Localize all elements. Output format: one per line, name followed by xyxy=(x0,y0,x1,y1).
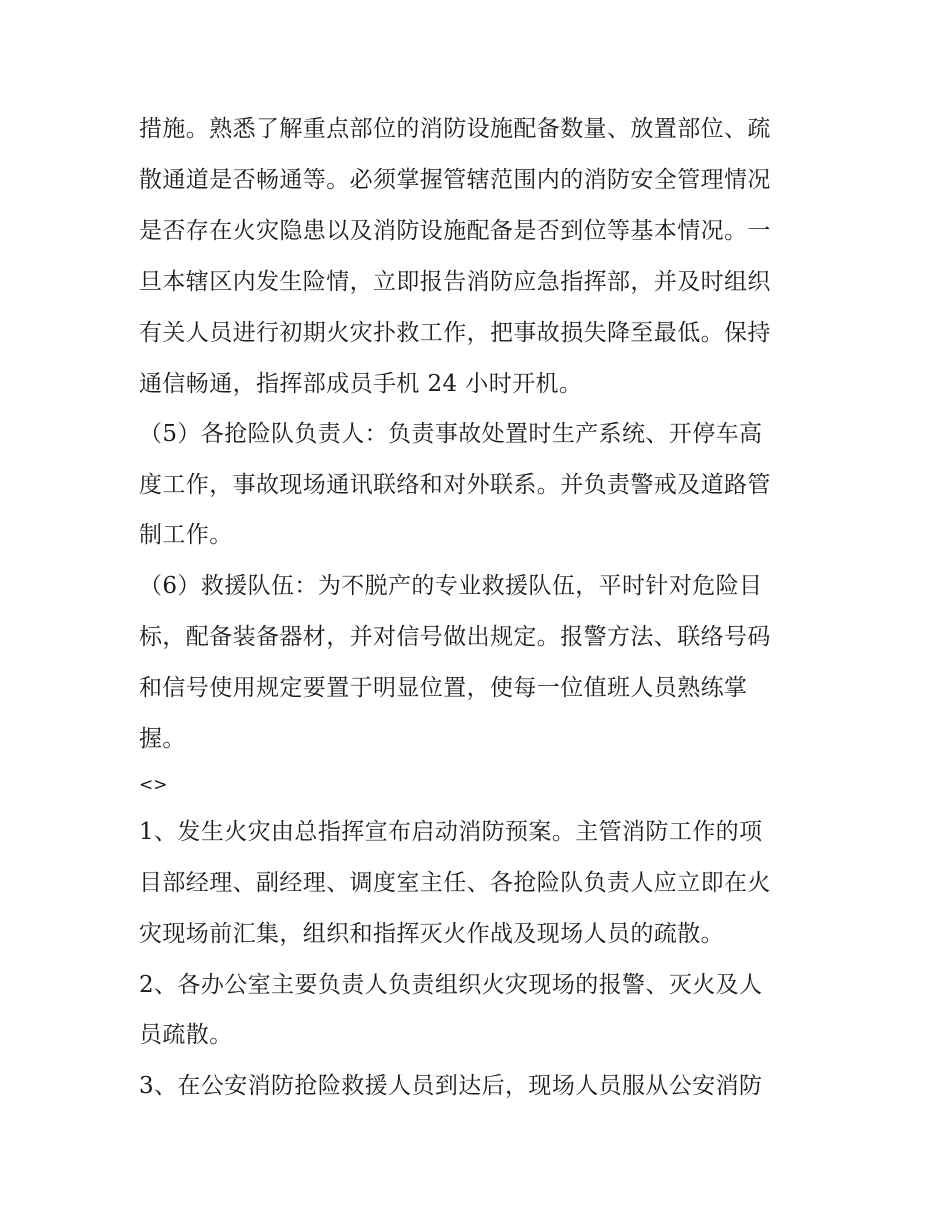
text-line: 标，配备装备器材，并对信号做出规定。报警方法、联络号码 xyxy=(139,624,771,650)
text-line: （6）救援队伍：为不脱产的专业救援队伍，平时针对危险目 xyxy=(139,573,763,599)
text-line: 和信号使用规定要置于明显位置，使每一位值班人员熟练掌 xyxy=(139,675,748,701)
text-line: 散通道是否畅通等。必须掌握管辖范围内的消防安全管理情况 xyxy=(139,167,771,193)
text-line: 旦本辖区内发生险情，立即报告消防应急指挥部，并及时组织 xyxy=(139,269,771,295)
text-line: 握。 xyxy=(139,726,186,752)
text-line: 度工作，事故现场通讯联络和对外联系。并负责警戒及道路管 xyxy=(139,472,771,498)
section-marker: <> xyxy=(139,775,168,795)
text-line: 1、发生火灾由总指挥宣布启动消防预案。主管消防工作的项 xyxy=(139,819,763,845)
text-line: 2、各办公室主要负责人负责组织火灾现场的报警、灭火及人 xyxy=(139,972,763,998)
text-line: 有关人员进行初期火灾扑救工作，把事故损失降至最低。保持 xyxy=(139,320,771,346)
text-line: 员疏散。 xyxy=(139,1022,233,1048)
text-line: 目部经理、副经理、调度室主任、各抢险队负责人应立即在火 xyxy=(139,870,771,896)
text-line: 3、在公安消防抢险救援人员到达后，现场人员服从公安消防 xyxy=(139,1073,763,1099)
text-line: （5）各抢险队负责人：负责事故处置时生产系统、开停车高 xyxy=(139,421,763,447)
text-line: 措施。熟悉了解重点部位的消防设施配备数量、放置部位、疏 xyxy=(139,116,771,142)
text-line: 是否存在火灾隐患以及消防设施配备是否到位等基本情况。一 xyxy=(139,218,771,244)
text-line: 灾现场前汇集，组织和指挥灭火作战及现场人员的疏散。 xyxy=(139,921,724,947)
text-line: 制工作。 xyxy=(139,522,233,548)
text-line: 通信畅通，指挥部成员手机 24 小时开机。 xyxy=(139,371,583,397)
